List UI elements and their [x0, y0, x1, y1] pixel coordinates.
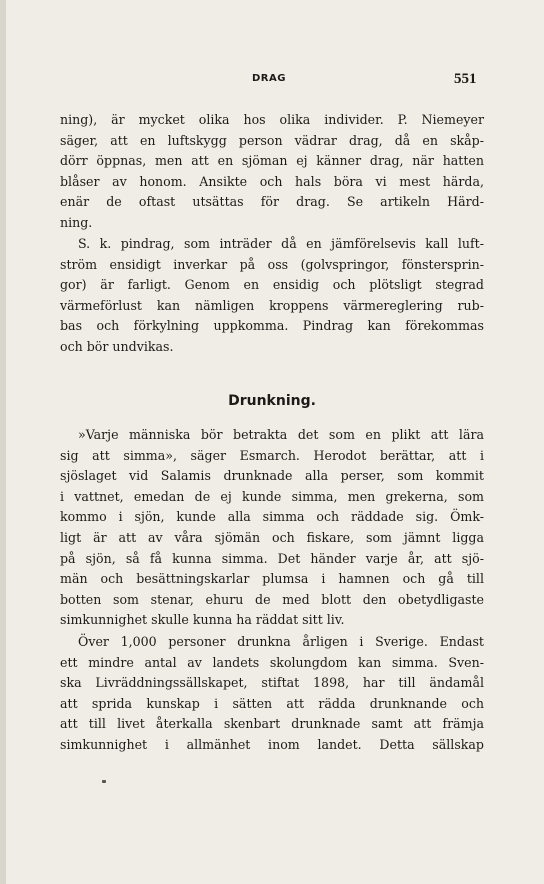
text-line: sig att simma», säger Esmarch. Herodot berättar, att i — [60, 447, 484, 463]
paragraph-3 — [60, 425, 484, 631]
text-line: att till livet återkalla skenbart drunknade samt att främja — [60, 716, 484, 732]
text-line: blåser av honom. Ansikte och hals böra vi mest härda, — [60, 173, 484, 189]
text-line: dörr öppnas, men att en sjöman ej känner drag, när hatten — [60, 153, 484, 169]
text-line: män och besättningskarlar plumsa i hamnen och gå till — [60, 571, 484, 587]
text-line: i vattnet, emedan de ej kunde simma, men grekerna, som — [60, 488, 484, 504]
text-line: enär de oftast utsättas för drag. Se artikeln Härd- — [60, 194, 484, 210]
text-line: och bör undvikas. — [60, 338, 174, 354]
text-line: kommo i sjön, kunde alla simma och räddade sig. Ömk- — [60, 509, 484, 525]
text-line: botten som stenar, ehuru de med blott den obetydligaste — [60, 591, 484, 607]
text-line: säger, att en luftskygg person vädrar drag, då en skåp- — [60, 132, 484, 148]
text-line: gor) är farligt. Genom en ensidig och plötsligt stegrad — [60, 277, 484, 293]
text-line: ning. — [60, 214, 93, 230]
paragraph-1 — [60, 110, 484, 234]
text-line: S. k. pindrag, som inträder då en jämförelsevis kall luft- — [78, 236, 484, 251]
text-line: på sjön, så få kunna simma. Det händer varje år, att sjö- — [60, 550, 484, 566]
text-line: sjöslaget vid Salamis drunknade alla perser, som kommit — [60, 468, 484, 484]
text-line: att sprida kunskap i sätten att rädda drunknande och — [60, 695, 484, 711]
ink-speck — [102, 780, 106, 783]
text-line: simkunnighet skulle kunna ha räddat sitt liv. — [60, 612, 345, 628]
page-number: 551 — [454, 71, 477, 87]
text-line: bas och förkylning uppkomma. Pindrag kan förekommas — [60, 318, 484, 334]
text-line: ligt är att av våra sjömän och fiskare, som jämnt ligga — [60, 529, 484, 545]
running-head — [0, 73, 544, 91]
paragraph-2 — [60, 234, 484, 358]
text-line: ett mindre antal av landets skolungdom kan simma. Sven- — [60, 654, 484, 670]
text-line: ning), är mycket olika hos olika individer. P. Niemeyer — [60, 112, 484, 127]
text-line: Över 1,000 personer drunkna årligen i Sverige. Endast — [78, 634, 484, 649]
text-line: simkunnighet i allmänhet inom landet. Detta sällskap — [60, 736, 484, 752]
text-line: värmeförlust kan nämligen kroppens värmereglering rub- — [60, 297, 484, 313]
text-line: ska Livräddningssällskapet, stiftat 1898, har till ändamål — [60, 675, 484, 691]
page-edge-left — [0, 0, 6, 884]
paragraph-4 — [60, 632, 484, 756]
running-head-title: DRAG — [252, 73, 286, 84]
section-heading: Drunkning. — [228, 393, 316, 409]
text-line: »Varje människa bör betrakta det som en plikt att lära — [78, 427, 484, 442]
text-line: ström ensidigt inverkar på oss (golvspringor, fönstersprin- — [60, 256, 484, 272]
